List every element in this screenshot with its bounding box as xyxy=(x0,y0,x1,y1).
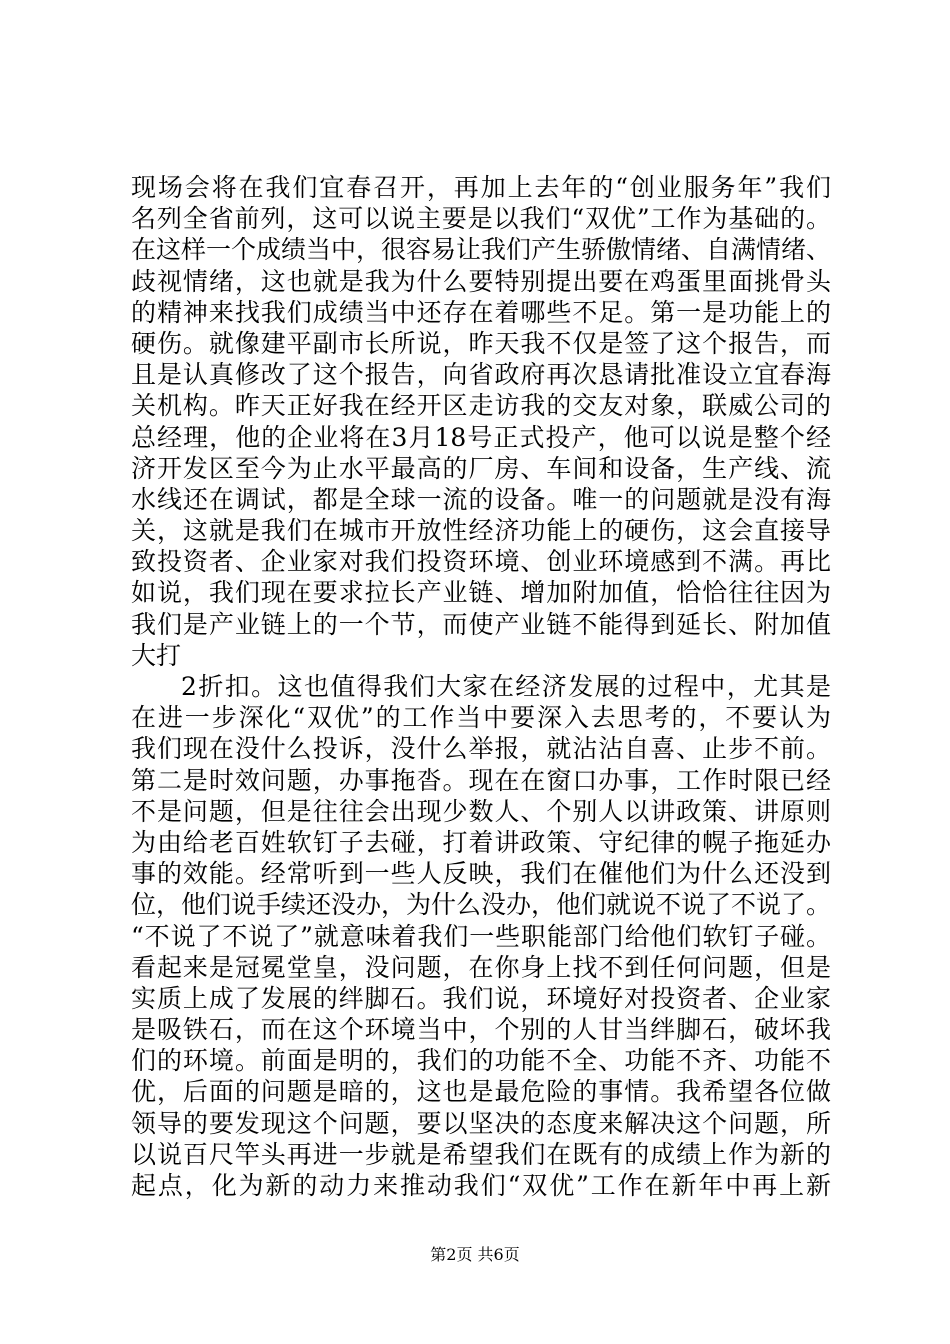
paragraph-2 xyxy=(131,671,831,1201)
text-line: 关，这就是我们在城市开放性经济功能上的硬伤，这会直接导 xyxy=(131,516,831,546)
text-line: 以说百尺竿头再进一步就是希望我们在既有的成绩上作为新的 xyxy=(131,1139,831,1169)
text-line: 致投资者、企业家对我们投资环境、创业环境感到不满。再比 xyxy=(131,547,831,577)
text-line: 在进一步深化“双优”的工作当中要深入去思考的，不要认为 xyxy=(131,703,831,733)
text-line: 是吸铁石，而在这个环境当中，个别的人甘当绊脚石，破坏我 xyxy=(131,1015,831,1045)
text-line: 起点，化为新的动力来推动我们“双优”工作在新年中再上新 xyxy=(131,1171,831,1200)
text-line: 我们是产业链上的一个节，而使产业链不能得到延长、附加值 xyxy=(131,609,831,639)
page-number-footer: 第2页 共6页 xyxy=(430,1245,520,1264)
text-line: “不说了不说了”就意味着我们一些职能部门给他们软钉子碰。 xyxy=(131,921,831,951)
text-line: 水线还在调试，都是全球一流的设备。唯一的问题就是没有海 xyxy=(131,484,831,514)
text-line: 位，他们说手续还没办，为什么没办，他们就说不说了不说了。 xyxy=(131,890,832,920)
text-line: 现场会将在我们宜春召开，再加上去年的“创业服务年”我们 xyxy=(131,173,831,202)
text-line: 第二是时效问题，办事拖沓。现在在窗口办事，工作时限已经 xyxy=(131,765,831,795)
text-line: 为由给老百姓软钉子去碰，打着讲政策、守纪律的幌子拖延办 xyxy=(131,827,831,857)
text-line: 硬伤。就像建平副市长所说，昨天我不仅是签了这个报告，而 xyxy=(131,328,831,358)
text-line: 不是问题，但是往往会出现少数人、个别人以讲政策、讲原则 xyxy=(131,796,831,826)
text-line: 们的环境。前面是明的，我们的功能不全、功能不齐、功能不 xyxy=(131,1046,831,1076)
text-line: 且是认真修改了这个报告，向省政府再次恳请批准设立宜春海 xyxy=(131,360,831,390)
text-line: 事的效能。经常听到一些人反映，我们在催他们为什么还没到 xyxy=(131,859,831,889)
paragraph-1 xyxy=(131,172,831,671)
text-line: 歧视情绪，这也就是我为什么要特别提出要在鸡蛋里面挑骨头 xyxy=(131,266,831,296)
text-line: 在这样一个成绩当中，很容易让我们产生骄傲情绪、自满情绪、 xyxy=(131,235,832,265)
text-line: 看起来是冠冕堂皇，没问题，在你身上找不到任何问题，但是 xyxy=(131,952,831,982)
text-line: 领导的要发现这个问题，要以坚决的态度来解决这个问题，所 xyxy=(131,1108,831,1138)
text-line: 总经理，他的企业将在3月18号正式投产，他可以说是整个经 xyxy=(131,422,831,452)
text-line: 2折扣。这也值得我们大家在经济发展的过程中，尤其是 xyxy=(181,672,831,701)
text-line: 济开发区至今为止水平最高的厂房、车间和设备，生产线、流 xyxy=(131,453,831,483)
text-line: 关机构。昨天正好我在经开区走访我的交友对象，联威公司的 xyxy=(131,391,831,421)
text-line: 优，后面的问题是暗的，这也是最危险的事情。我希望各位做 xyxy=(131,1077,831,1107)
document-body xyxy=(131,172,831,1201)
text-line: 如说，我们现在要求拉长产业链、增加附加值，恰恰往往因为 xyxy=(131,578,831,608)
text-line: 实质上成了发展的绊脚石。我们说，环境好对投资者、企业家 xyxy=(131,983,831,1013)
text-line: 的精神来找我们成绩当中还存在着哪些不足。第一是功能上的 xyxy=(131,297,831,327)
text-line: 大打 xyxy=(131,640,182,670)
text-line: 名列全省前列，这可以说主要是以我们“双优”工作为基础的。 xyxy=(131,204,831,234)
text-line: 我们现在没什么投诉，没什么举报，就沾沾自喜、止步不前。 xyxy=(131,734,831,764)
